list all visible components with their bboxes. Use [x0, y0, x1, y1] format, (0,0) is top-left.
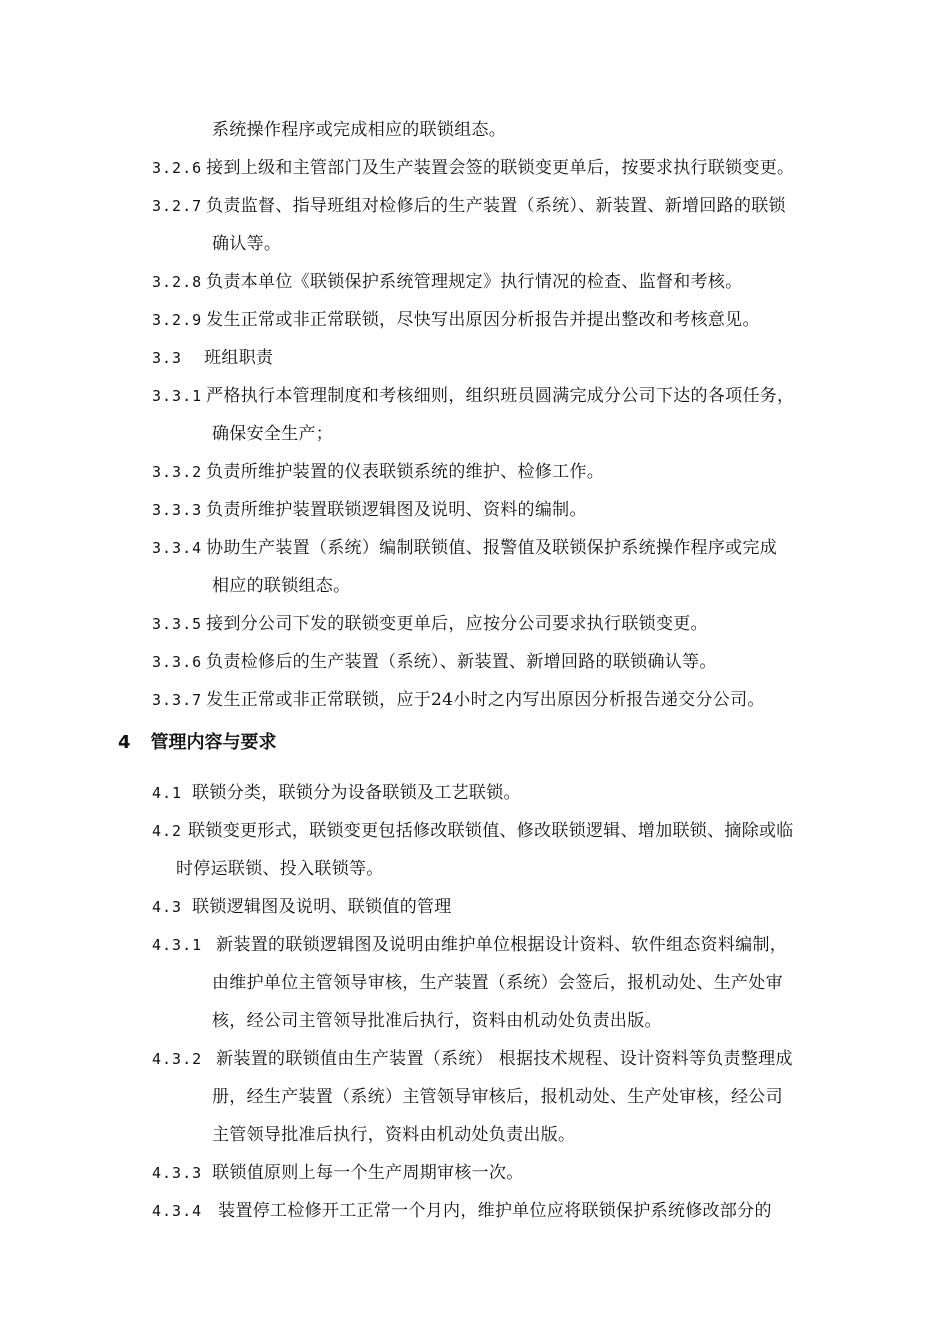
clause-number: 4.3.4 [152, 1202, 203, 1220]
list-item: 3.3.6 负责检修后的生产装置（系统）、新装置、新增回路的联锁确认等。 [152, 652, 717, 672]
clause-number: 3.3.2 [152, 463, 203, 481]
list-item: 3.2.6 接到上级和主管部门及生产装置会签的联锁变更单后，按要求执行联锁变更。 [152, 158, 795, 178]
text-line: 由维护单位主管领导审核，生产装置（系统）会签后，报机动处、生产处审 [212, 973, 783, 993]
text-line: 主管领导批准后执行，资料由机动处负责出版。 [212, 1125, 576, 1145]
clause-number: 4.1 [152, 784, 183, 802]
clause-number: 3.2.6 [152, 159, 203, 177]
clause-number: 3.2.9 [152, 311, 203, 329]
list-item: 4.3.4 装置停工检修开工正常一个月内，维护单位应将联锁保护系统修改部分的 [152, 1201, 772, 1221]
clause-number: 3.3.3 [152, 501, 203, 519]
section-number: 4 [118, 732, 131, 753]
clause-number: 3.3.5 [152, 615, 203, 633]
list-item: 3.3.7 发生正常或非正常联锁，应于24小时之内写出原因分析报告递交分公司。 [152, 690, 765, 710]
list-item: 3.3.3 负责所维护装置联锁逻辑图及说明、资料的编制。 [152, 500, 587, 520]
list-item: 4.3.3 联锁值原则上每一个生产周期审核一次。 [152, 1163, 524, 1183]
list-item: 4.3.2 新装置的联锁值由生产装置（系统） 根据技术规程、设计资料等负责整理成 [152, 1049, 793, 1069]
list-item: 3.3.5 接到分公司下发的联锁变更单后，应按分公司要求执行联锁变更。 [152, 614, 708, 634]
text-line: 册，经生产装置（系统）主管领导审核后，报机动处、生产处审核，经公司 [212, 1087, 783, 1107]
list-item: 3.2.9 发生正常或非正常联锁，尽快写出原因分析报告并提出整改和考核意见。 [152, 310, 760, 330]
clause-number: 3.2.7 [152, 197, 203, 215]
text-line: 核，经公司主管领导批准后执行，资料由机动处负责出版。 [212, 1011, 662, 1031]
list-item: 3.3.4 协助生产装置（系统）编制联锁值、报警值及联锁保护系统操作程序或完成 [152, 538, 778, 558]
clause-number: 3.3.1 [152, 387, 203, 405]
list-item: 4.3 联锁逻辑图及说明、联锁值的管理 [152, 897, 452, 917]
text-line: 确认等。 [212, 234, 282, 254]
list-item: 4.2 联锁变更形式，联锁变更包括修改联锁值、修改联锁逻辑、增加联锁、摘除或临 [152, 821, 794, 841]
clause-number: 3.3.7 [152, 691, 203, 709]
clause-number: 3.2.8 [152, 273, 203, 291]
clause-number: 3.3.6 [152, 653, 203, 671]
subsection-heading: 3.3 班组职责 [152, 348, 274, 368]
clause-number: 4.3.1 [152, 936, 203, 954]
list-item: 3.2.8 负责本单位《联锁保护系统管理规定》执行情况的检查、监督和考核。 [152, 272, 743, 292]
list-item: 4.3.1 新装置的联锁逻辑图及说明由维护单位根据设计资料、软件组态资料编制， [152, 935, 788, 955]
section-heading [118, 731, 277, 755]
text-line: 系统操作程序或完成相应的联锁组态。 [212, 120, 507, 140]
clause-number: 3.3.4 [152, 539, 203, 557]
clause-number: 4.3.2 [152, 1050, 203, 1068]
clause-number: 4.3.3 [152, 1164, 203, 1182]
list-item: 3.3.1 严格执行本管理制度和考核细则，组织班员圆满完成分公司下达的各项任务， [152, 386, 795, 406]
list-item: 3.3.2 负责所维护装置的仪表联锁系统的维护、检修工作。 [152, 462, 605, 482]
clause-number: 4.3 [152, 898, 183, 916]
clause-number: 4.2 [152, 822, 183, 840]
list-item: 4.1 联锁分类，联锁分为设备联锁及工艺联锁。 [152, 783, 521, 803]
section-title: 管理内容与要求 [150, 732, 277, 753]
text-line: 相应的联锁组态。 [212, 576, 351, 596]
clause-number: 3.3 [152, 349, 183, 367]
list-item: 3.2.7 负责监督、指导班组对检修后的生产装置（系统）、新装置、新增回路的联锁 [152, 196, 786, 216]
text-line: 确保安全生产； [212, 424, 334, 444]
text-line: 时停运联锁、投入联锁等。 [176, 859, 384, 879]
